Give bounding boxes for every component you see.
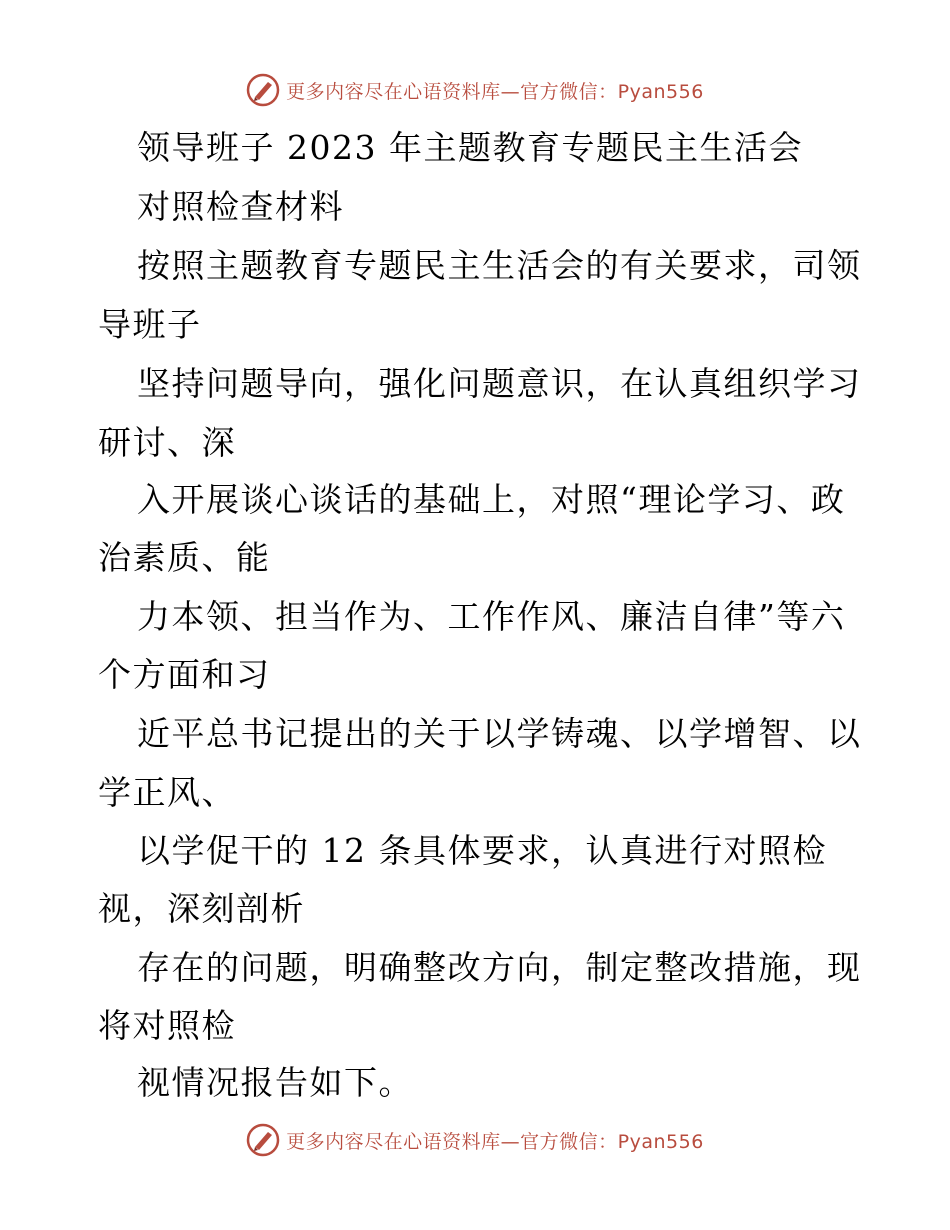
paragraph-line: 治素质、能 xyxy=(98,538,271,577)
paragraph-line: 按照主题教育专题民主生活会的有关要求，司领 xyxy=(137,246,862,285)
paragraph-line: 坚持问题导向，强化问题意识，在认真组织学习 xyxy=(137,364,862,403)
paragraph-line: 将对照检 xyxy=(98,1006,236,1045)
pen-logo-icon xyxy=(246,73,280,107)
watermark-text: 更多内容尽在心语资料库—官方微信：Pyan556 xyxy=(286,1130,704,1153)
paragraph-line: 研讨、深 xyxy=(98,423,236,462)
paragraph-line: 视情况报告如下。 xyxy=(137,1063,413,1102)
paragraph-line: 导班子 xyxy=(98,305,202,344)
pen-logo-icon xyxy=(246,1123,280,1157)
paragraph-line: 视，深刻剖析 xyxy=(98,889,305,928)
paragraph-line: 存在的问题，明确整改方向，制定整改措施，现 xyxy=(137,948,862,987)
watermark-text: 更多内容尽在心语资料库—官方微信：Pyan556 xyxy=(286,80,704,103)
paragraph-line: 入开展谈心谈话的基础上，对照“理论学习、政 xyxy=(137,480,846,519)
paragraph-line: 力本领、担当作为、工作作风、廉洁自律”等六 xyxy=(137,597,846,636)
paragraph-line: 学正风、 xyxy=(98,773,236,812)
paragraph-line: 以学促干的 12 条具体要求，认真进行对照检 xyxy=(137,831,827,870)
document-subtitle: 对照检查材料 xyxy=(137,187,344,226)
watermark-header xyxy=(0,72,950,108)
watermark-footer xyxy=(0,1122,950,1158)
document-title: 领导班子 2023 年主题教育专题民主生活会 xyxy=(137,128,803,167)
paragraph-line: 个方面和习 xyxy=(98,655,271,694)
paragraph-line: 近平总书记提出的关于以学铸魂、以学增智、以 xyxy=(137,714,862,753)
